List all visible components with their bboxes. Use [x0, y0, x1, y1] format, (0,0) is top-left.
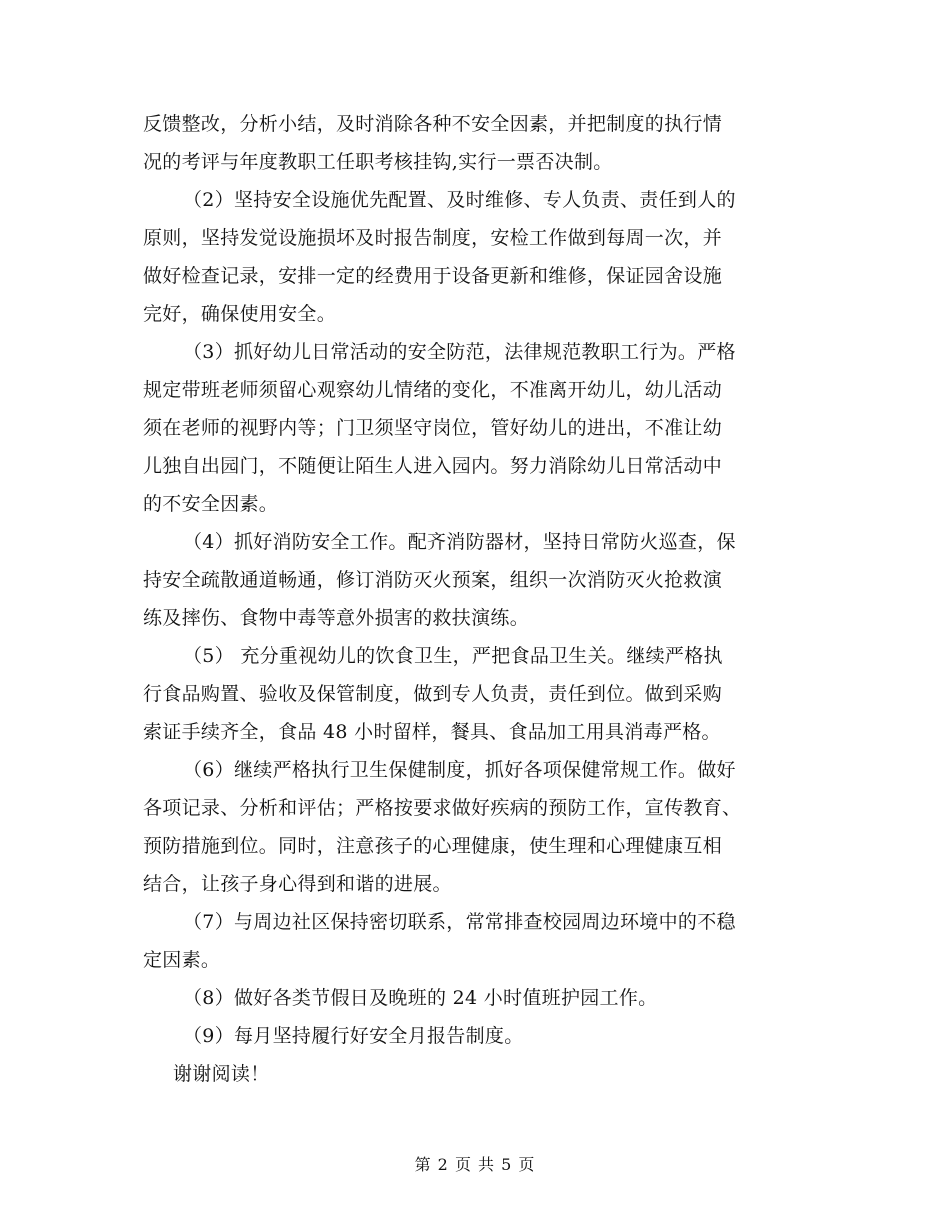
text-line: 须在老师的视野内等；门卫须坚守岗位，管好幼儿的进出，不准让幼	[143, 417, 723, 439]
text-line: （6）继续严格执行卫生保健制度，抓好各项保健常规工作。做好	[183, 759, 736, 781]
text-line: 完好，确保使用安全。	[143, 303, 337, 325]
text-line: 定因素。	[143, 949, 221, 971]
document-body	[143, 105, 808, 1093]
text-line: 的不安全因素。	[143, 493, 279, 515]
text-line: 结合，让孩子身心得到和谐的进展。	[143, 873, 452, 895]
text-line: 原则，坚持发觉设施损坏及时报告制度，安检工作做到每周一次，并	[143, 227, 723, 249]
text-line: （4）抓好消防安全工作。配齐消防器材，坚持日常防火巡查，保	[183, 531, 736, 553]
page-footer: 第 2 页 共 5 页	[414, 1155, 536, 1174]
text-line: 儿独自出园门，不随便让陌生人进入园内。努力消除幼儿日常活动中	[143, 455, 723, 477]
text-line: 持安全疏散通道畅通，修订消防灭火预案，组织一次消防灭火抢救演	[143, 569, 723, 591]
text-line: 行食品购置、验收及保管制度，做到专人负责，责任到位。做到采购	[143, 683, 723, 705]
text-line: （2）坚持安全设施优先配置、及时维修、专人负责、责任到人的	[183, 189, 736, 211]
text-line: 练及摔伤、食物中毒等意外损害的救扶演练。	[143, 607, 530, 629]
text-line: （5） 充分重视幼儿的饮食卫生，严把食品卫生关。继续严格执	[183, 645, 723, 667]
text-line: 预防措施到位。同时，注意孩子的心理健康，使生理和心理健康互相	[143, 835, 723, 857]
text-line: 规定带班老师须留心观察幼儿情绪的变化，不准离开幼儿，幼儿活动	[143, 379, 723, 401]
text-line: （9）每月坚持履行好安全月报告制度。	[183, 1025, 524, 1047]
text-line: （7）与周边社区保持密切联系，常常排查校园周边环境中的不稳	[183, 911, 736, 933]
text-line: 各项记录、分析和评估；严格按要求做好疾病的预防工作，宣传教育、	[143, 797, 742, 819]
text-line: 谢谢阅读！	[173, 1063, 270, 1085]
text-line: 反馈整改，分析小结，及时消除各种不安全因素，并把制度的执行情	[143, 113, 723, 135]
text-line: 况的考评与年度教职工任职考核挂钩,实行一票否决制。	[143, 151, 613, 173]
text-line: （3）抓好幼儿日常活动的安全防范，法律规范教职工行为。严格	[183, 341, 736, 363]
text-line: 做好检查记录，安排一定的经费用于设备更新和维修，保证园舍设施	[143, 265, 723, 287]
text-line: 索证手续齐全，食品 48 小时留样，餐具、食品加工用具消毒严格。	[143, 721, 721, 743]
text-line: （8）做好各类节假日及晚班的 24 小时值班护园工作。	[183, 987, 658, 1009]
